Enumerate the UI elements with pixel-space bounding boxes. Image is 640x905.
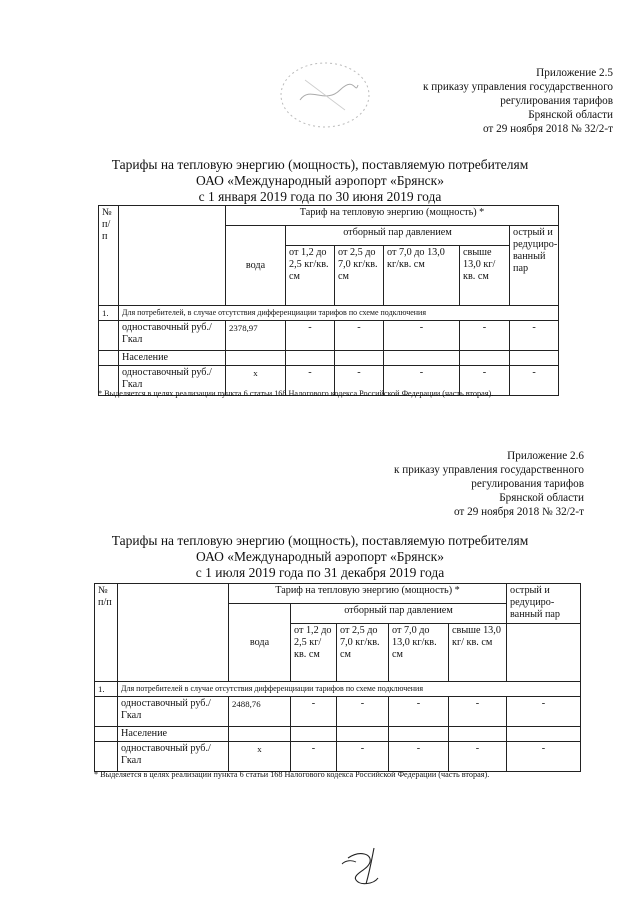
rate-label: одноставочный руб./Гкал	[118, 697, 229, 727]
title-company: ОАО «Международный аэропорт «Брянск»	[196, 549, 444, 564]
pressure-1-2: от 1,2 до 2,5 кг/кв. см	[291, 624, 337, 682]
row-number-blank	[99, 351, 119, 366]
appendix-line: регулирования тарифов	[500, 95, 613, 107]
population-label: Население	[119, 351, 226, 366]
appendix-line: к приказу управления государственного	[423, 81, 613, 93]
cell-value: -	[337, 697, 389, 727]
appendix-number: Приложение 2.6	[507, 450, 584, 462]
appendix-date: от 29 ноября 2018 № 32/2-т	[453, 506, 584, 518]
pressure-7-13: от 7,0 до 13,0 кг/кв. см	[389, 624, 449, 682]
cell-value: -	[291, 697, 337, 727]
water-rate-value: 2488,76	[229, 697, 291, 727]
empty-cell	[510, 351, 559, 366]
empty-cell	[389, 727, 449, 742]
empty-cell	[291, 727, 337, 742]
empty-cell	[449, 727, 507, 742]
empty-cell	[337, 727, 389, 742]
row-number-blank	[95, 727, 118, 742]
tariff-table-2	[94, 583, 581, 772]
water-rate-value: 2378,97	[226, 321, 286, 351]
stamp-mark	[270, 55, 380, 135]
sharp-steam-header: острый и редуциро-ванный пар	[510, 226, 559, 306]
tariff-table-1	[98, 205, 559, 396]
col-number-header: № п/п	[95, 584, 118, 682]
empty-cell	[507, 624, 581, 682]
empty-cell	[460, 351, 510, 366]
appendix-line: к приказу управления государственного	[394, 464, 584, 476]
water-header: вода	[226, 226, 286, 306]
appendix-line: регулирования тарифов	[471, 478, 584, 490]
cell-value: -	[460, 321, 510, 351]
pressure-2-7: от 2,5 до 7,0 кг/кв. см	[337, 624, 389, 682]
cell-value: -	[389, 742, 449, 772]
appendix-number: Приложение 2.5	[536, 67, 613, 79]
pressure-over-13: свыше 13,0 кг/ кв. см	[460, 246, 510, 306]
row-number: 1.	[99, 306, 119, 321]
water-header: вода	[229, 604, 291, 682]
title-line: Тарифы на тепловую энергию (мощность), поставляемую потребителям	[111, 533, 529, 548]
pressure-over-13: свыше 13,0 кг/ кв. см	[449, 624, 507, 682]
cell-value: -	[449, 742, 507, 772]
tariff-header: Тариф на тепловую энергию (мощность) *	[229, 584, 507, 604]
title-block-1	[0, 157, 640, 205]
pressure-1-2: от 1,2 до 2,5 кг/кв. см	[286, 246, 335, 306]
cell-value: -	[335, 321, 384, 351]
row-consumer-group: Для потребителей в случае отсутствия дифференциации тарифов по схеме подключения	[118, 682, 581, 697]
appendix-line: Брянской области	[499, 492, 584, 504]
col-blank-header	[119, 206, 226, 306]
row-number-blank	[95, 697, 118, 727]
footnote-2: * Выделяется в целях реализации пункта 6 статьи 168 Налогового кодекса Российской Федерации (часть вторая).	[94, 770, 490, 779]
cell-value: -	[507, 742, 581, 772]
col-number-header: № п/п	[99, 206, 119, 306]
appendix-block-1	[423, 66, 613, 136]
signature-mark	[330, 840, 410, 890]
title-block-2	[0, 533, 640, 581]
footnote-1: * Выделяется в целях реализации пункта 6 статьи 168 Налогового кодекса Российской Федерации (часть вторая).	[98, 389, 494, 398]
appendix-date: от 29 ноября 2018 № 32/2-т	[482, 123, 613, 135]
cell-value: -	[460, 366, 510, 396]
cell-value: -	[335, 366, 384, 396]
cell-value: -	[384, 321, 460, 351]
empty-cell	[226, 351, 286, 366]
rate-label: одноставочный руб./Гкал	[119, 366, 226, 396]
pressure-2-7: от 2,5 до 7,0 кг/кв. см	[335, 246, 384, 306]
cell-value: -	[389, 697, 449, 727]
cell-value: -	[510, 366, 559, 396]
rate-label: одноставочный руб./Гкал	[119, 321, 226, 351]
row-number: 1.	[95, 682, 118, 697]
water-rate-value: х	[226, 366, 286, 396]
row-number-blank	[99, 321, 119, 351]
col-blank-header	[118, 584, 229, 682]
pressure-7-13: от 7,0 до 13,0 кг/кв. см	[384, 246, 460, 306]
population-label: Население	[118, 727, 229, 742]
title-company: ОАО «Международный аэропорт «Брянск»	[196, 173, 444, 188]
tariff-header: Тариф на тепловую энергию (мощность) *	[226, 206, 559, 226]
cell-value: -	[286, 366, 335, 396]
row-consumer-group: Для потребителей, в случае отсутствия дифференциации тарифов по схеме подключения	[119, 306, 559, 321]
appendix-line: Брянской области	[528, 109, 613, 121]
title-period: с 1 июля 2019 года по 31 декабря 2019 года	[195, 565, 445, 580]
sharp-steam-header: острый и редуциро-ванный пар	[507, 584, 581, 624]
cell-value: -	[449, 697, 507, 727]
empty-cell	[286, 351, 335, 366]
empty-cell	[384, 351, 460, 366]
steam-header: отборный пар давлением	[291, 604, 507, 624]
title-period: с 1 января 2019 года по 30 июня 2019 года	[198, 189, 442, 204]
cell-value: -	[337, 742, 389, 772]
row-number-blank	[95, 742, 118, 772]
water-rate-value: х	[229, 742, 291, 772]
empty-cell	[335, 351, 384, 366]
cell-value: -	[507, 697, 581, 727]
steam-header: отборный пар давлением	[286, 226, 510, 246]
rate-label: одноставочный руб./Гкал	[118, 742, 229, 772]
cell-value: -	[286, 321, 335, 351]
empty-cell	[507, 727, 581, 742]
cell-value: -	[510, 321, 559, 351]
empty-cell	[229, 727, 291, 742]
cell-value: -	[291, 742, 337, 772]
cell-value: -	[384, 366, 460, 396]
appendix-block-2	[394, 449, 584, 519]
title-line: Тарифы на тепловую энергию (мощность), поставляемую потребителям	[111, 157, 529, 172]
